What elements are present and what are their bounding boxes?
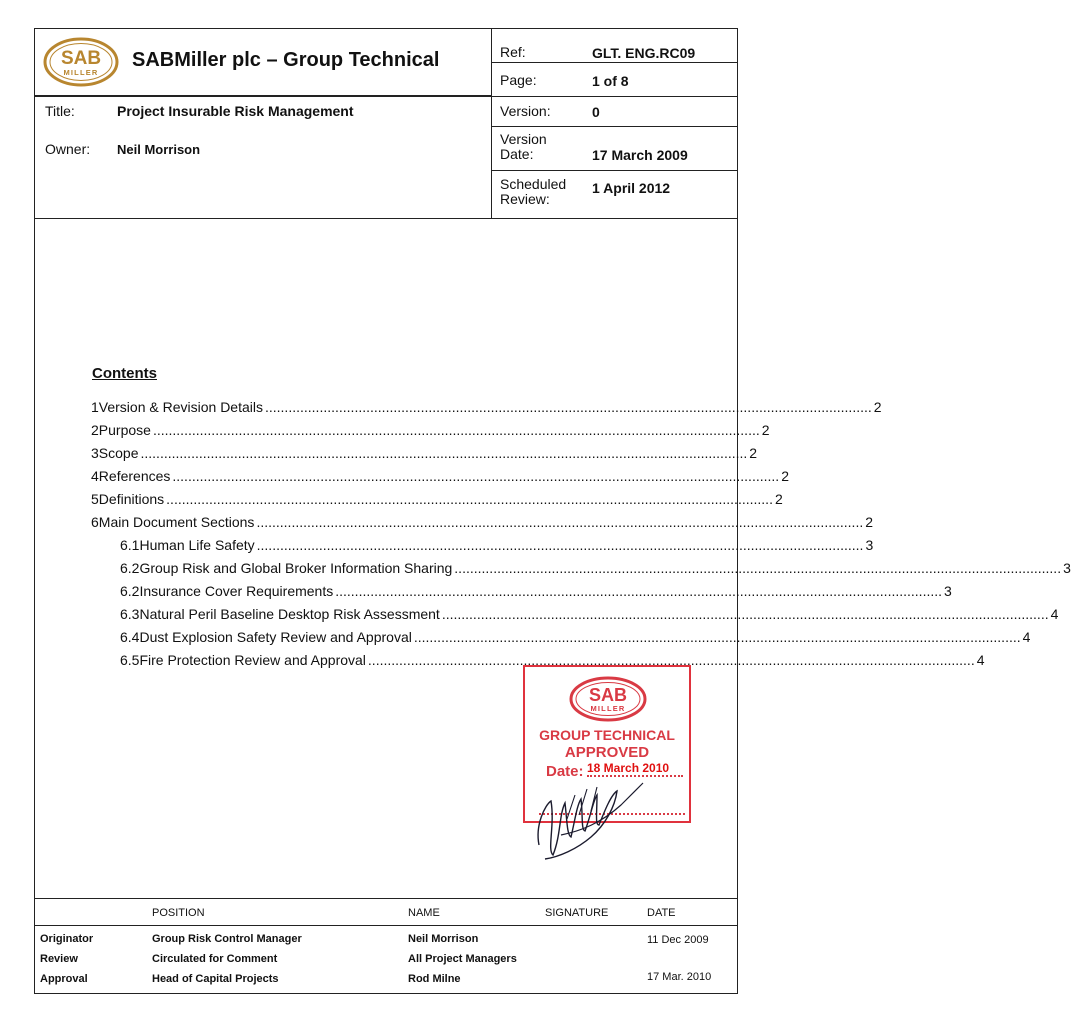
toc-leader: ............................................................................................................................................................ bbox=[166, 491, 773, 507]
toc-title: Definitions bbox=[98, 491, 165, 507]
toc-item[interactable] bbox=[91, 491, 783, 509]
signoff-position: Circulated for Comment bbox=[152, 953, 278, 965]
signoff-date: 17 Mar. 2010 bbox=[647, 971, 712, 983]
review-value: 1 April 2012 bbox=[592, 180, 671, 196]
stamp-group-technical: GROUP TECHNICAL bbox=[539, 727, 675, 743]
toc-leader: ............................................................................................................................................................ bbox=[264, 399, 872, 415]
meta-version-row bbox=[492, 97, 737, 127]
toc-number: 5 bbox=[91, 491, 99, 507]
col-header-position: POSITION bbox=[152, 907, 205, 919]
svg-text:MILLER: MILLER bbox=[590, 704, 626, 713]
signoff-name: All Project Managers bbox=[408, 953, 517, 965]
signoff-position: Head of Capital Projects bbox=[152, 973, 279, 985]
company-name: SABMiller plc – Group Technical bbox=[132, 49, 440, 71]
toc-leader: ............................................................................................................................................................ bbox=[441, 606, 1049, 622]
toc-item[interactable] bbox=[91, 514, 874, 532]
sabmiller-logo bbox=[43, 37, 119, 87]
svg-text:MILLER: MILLER bbox=[63, 68, 99, 77]
ref-label: Ref: bbox=[500, 44, 526, 60]
version-date-label-1: Version bbox=[500, 131, 547, 147]
review-label-1: Scheduled bbox=[500, 176, 567, 192]
toc-leader: ............................................................................................................................................................ bbox=[335, 583, 943, 599]
toc-subitem[interactable] bbox=[120, 560, 1071, 578]
owner-value: Neil Morrison bbox=[117, 142, 201, 157]
toc-title: Dust Explosion Safety Review and Approval bbox=[139, 629, 412, 645]
header-left-panel bbox=[35, 29, 492, 219]
toc-item[interactable] bbox=[91, 422, 770, 440]
toc-page: 2 bbox=[781, 468, 789, 484]
toc-subitem[interactable] bbox=[120, 583, 952, 601]
stamp-date-label: Date: bbox=[546, 763, 584, 780]
handwritten-signature bbox=[531, 765, 661, 865]
toc-title: Version & Revision Details bbox=[98, 399, 263, 415]
toc-item[interactable] bbox=[91, 468, 789, 486]
review-label-2: Review: bbox=[500, 191, 550, 207]
stamp-approved: APPROVED bbox=[564, 744, 650, 761]
signoff-name: Rod Milne bbox=[408, 973, 461, 985]
contents-heading: Contents bbox=[92, 365, 157, 382]
toc-page: 2 bbox=[865, 514, 874, 530]
toc-leader: ............................................................................................................................................................ bbox=[256, 537, 864, 553]
toc-title: Natural Peril Baseline Desktop Risk Assessment bbox=[139, 606, 440, 622]
toc-title: Fire Protection Review and Approval bbox=[139, 652, 366, 668]
signoff-date: 11 Dec 2009 bbox=[647, 934, 709, 946]
toc-number: 6.4 bbox=[120, 629, 140, 645]
toc-subitem[interactable] bbox=[120, 537, 874, 555]
meta-version-date-row bbox=[492, 127, 737, 171]
svg-text:SAB: SAB bbox=[60, 48, 102, 69]
toc-number: 6.2 bbox=[120, 583, 140, 599]
stamp-sabmiller-logo bbox=[568, 675, 648, 723]
toc-title: References bbox=[98, 468, 171, 484]
toc-page: 3 bbox=[865, 537, 874, 553]
toc-number: 6.2 bbox=[120, 560, 140, 576]
meta-ref-row bbox=[492, 29, 737, 63]
header-bottom-border bbox=[35, 218, 737, 219]
svg-text:SAB: SAB bbox=[588, 685, 628, 705]
page-value: 1 of 8 bbox=[592, 73, 629, 89]
version-label: Version: bbox=[500, 103, 551, 119]
toc-leader: ............................................................................................................................................................ bbox=[172, 468, 780, 484]
toc-page: 4 bbox=[976, 652, 985, 668]
toc-number: 1 bbox=[91, 399, 99, 415]
signoff-name: Neil Morrison bbox=[408, 933, 479, 945]
page-label: Page: bbox=[500, 72, 537, 88]
toc-leader: ............................................................................................................................................................ bbox=[413, 629, 1021, 645]
ref-value: GLT. ENG.RC09 bbox=[592, 45, 696, 61]
title-label: Title: bbox=[45, 103, 75, 119]
toc-number: 6 bbox=[91, 514, 99, 530]
toc-page: 3 bbox=[1063, 560, 1071, 576]
toc-title: Human Life Safety bbox=[139, 537, 255, 553]
toc-leader: ............................................................................................................................................................ bbox=[152, 422, 760, 438]
toc-number: 3 bbox=[91, 445, 99, 461]
version-date-label-2: Date: bbox=[500, 146, 534, 162]
toc-item[interactable] bbox=[91, 445, 758, 463]
toc-page: 4 bbox=[1050, 606, 1059, 622]
toc-page: 2 bbox=[774, 491, 783, 507]
toc-page: 4 bbox=[1022, 629, 1031, 645]
toc-number: 6.1 bbox=[120, 537, 140, 553]
col-header-date: DATE bbox=[647, 907, 676, 919]
toc-number: 6.5 bbox=[120, 652, 140, 668]
toc-subitem[interactable] bbox=[120, 606, 1059, 624]
toc-title: Insurance Cover Requirements bbox=[139, 583, 334, 599]
stamp-date-value: 18 March 2010 bbox=[587, 761, 670, 775]
toc-number: 4 bbox=[91, 468, 99, 484]
toc-item[interactable] bbox=[91, 399, 882, 417]
toc-leader: ............................................................................................................................................................ bbox=[140, 445, 748, 461]
meta-review-row bbox=[492, 171, 737, 218]
signoff-table-top-border bbox=[35, 898, 737, 899]
document-page bbox=[34, 28, 1071, 994]
toc-page: 2 bbox=[749, 445, 758, 461]
logo-row bbox=[35, 29, 492, 96]
toc-title: Purpose bbox=[98, 422, 151, 438]
toc-leader: ............................................................................................................................................................ bbox=[367, 652, 975, 668]
toc-leader: ............................................................................................................................................................ bbox=[256, 514, 864, 530]
signoff-role: Originator bbox=[40, 933, 94, 945]
signoff-role: Review bbox=[40, 953, 78, 965]
toc-page: 2 bbox=[873, 399, 882, 415]
meta-page-row bbox=[492, 63, 737, 96]
toc-number: 2 bbox=[91, 422, 99, 438]
version-value: 0 bbox=[592, 104, 600, 120]
toc-title: Scope bbox=[98, 445, 139, 461]
toc-title: Group Risk and Global Broker Information Sharing bbox=[139, 560, 453, 576]
toc-number: 6.3 bbox=[120, 606, 140, 622]
col-header-name: NAME bbox=[408, 907, 440, 919]
toc-page: 2 bbox=[761, 422, 770, 438]
toc-leader: ............................................................................................................................................................ bbox=[454, 560, 1062, 576]
version-date-value: 17 March 2009 bbox=[592, 147, 688, 163]
signoff-role: Approval bbox=[40, 973, 88, 985]
toc-title: Main Document Sections bbox=[98, 514, 255, 530]
toc-subitem[interactable] bbox=[120, 629, 1031, 647]
owner-label: Owner: bbox=[45, 141, 91, 157]
signoff-position: Group Risk Control Manager bbox=[152, 933, 302, 945]
signoff-table-header-border bbox=[35, 925, 737, 926]
title-value: Project Insurable Risk Management bbox=[117, 103, 354, 119]
toc-page: 3 bbox=[944, 583, 952, 599]
col-header-signature: SIGNATURE bbox=[545, 907, 609, 919]
